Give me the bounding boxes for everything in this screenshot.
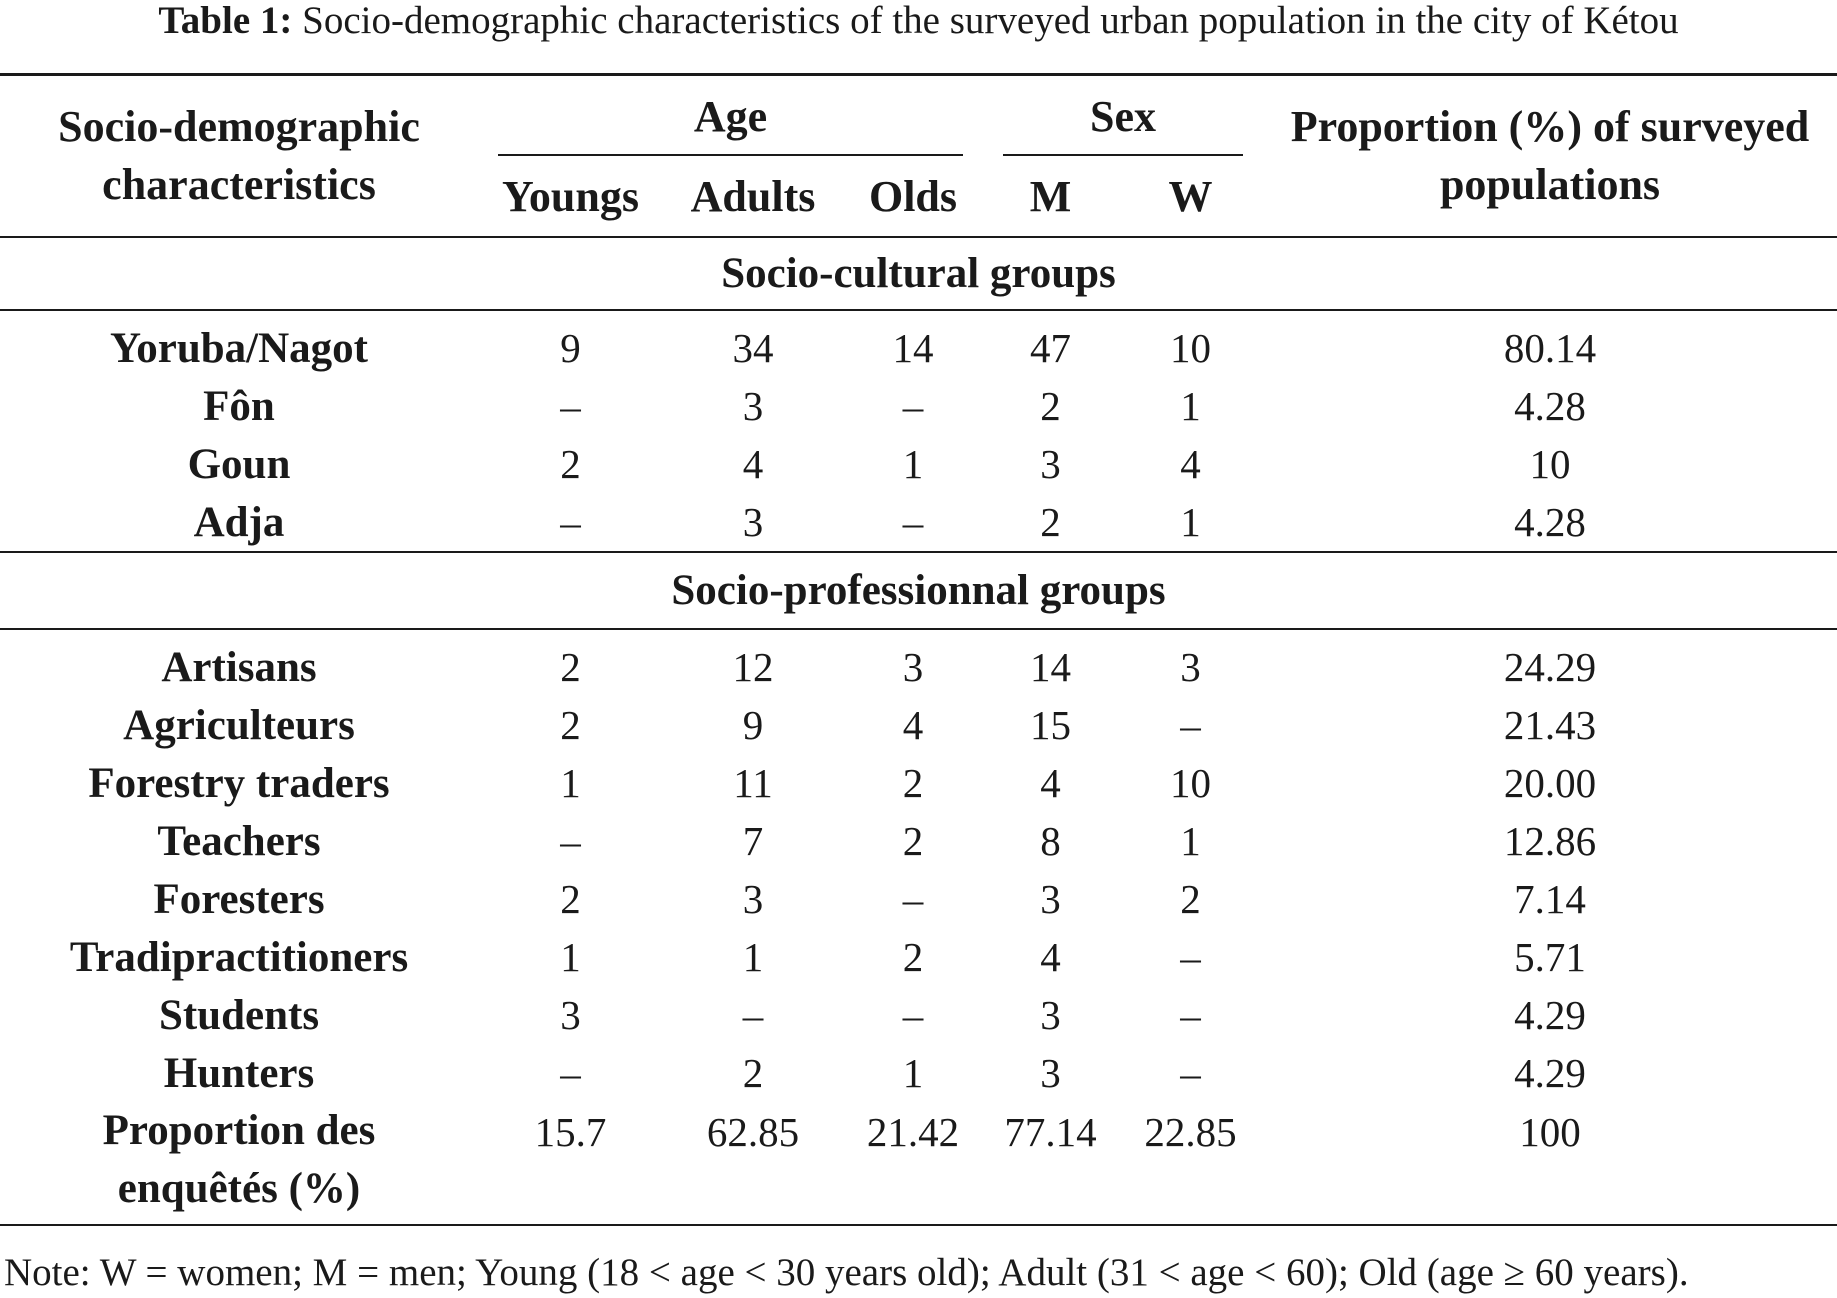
group-header-row	[0, 237, 1837, 310]
cell-olds: 1	[902, 441, 924, 487]
row-label: Teachers	[157, 817, 321, 865]
cell-m: 3	[1040, 992, 1061, 1038]
cell-olds: –	[902, 992, 924, 1038]
cell-w: 4	[1180, 441, 1201, 487]
cell-proportion: 80.14	[1503, 325, 1597, 371]
total-youngs: 15.7	[478, 1102, 663, 1225]
cell-olds: 2	[902, 934, 924, 980]
cell-m: 3	[1040, 441, 1061, 487]
cell-proportion: 21.43	[1503, 702, 1597, 748]
row-label: Tradipractitioners	[69, 933, 409, 981]
cell-m: 3	[1040, 876, 1061, 922]
cell-proportion: 10	[1529, 441, 1571, 487]
cell-adults: 1	[742, 934, 764, 980]
row-label: Hunters	[163, 1049, 315, 1097]
table-row	[0, 986, 1837, 1044]
table-row	[0, 696, 1837, 754]
table-row	[0, 1044, 1837, 1102]
total-olds: 21.42	[843, 1102, 983, 1225]
cell-w: –	[1180, 702, 1201, 748]
socio-demographic-table	[0, 73, 1837, 1226]
row-label: Fôn	[203, 382, 275, 430]
header-age	[478, 75, 983, 157]
header-sex-label: Sex	[1090, 91, 1156, 141]
table-row	[0, 812, 1837, 870]
cell-w: –	[1180, 1050, 1201, 1096]
header-m: M	[983, 156, 1118, 237]
cell-olds: 3	[902, 644, 924, 690]
cell-youngs: –	[560, 818, 581, 864]
total-m: 77.14	[983, 1102, 1118, 1225]
cell-w: 3	[1180, 644, 1201, 690]
table-row	[0, 754, 1837, 812]
table-row	[0, 310, 1837, 377]
table-note: Note: W = women; M = men; Young (18 < age < 30 years old); Adult (31 < age < 60); Old (age ≥ 60 years).	[4, 1251, 1689, 1294]
total-label-line2: enquêtés (%)	[117, 1165, 361, 1212]
cell-adults: 3	[742, 876, 764, 922]
total-row	[0, 1102, 1837, 1225]
cell-m: 4	[1040, 760, 1061, 806]
cell-youngs: 2	[560, 702, 581, 748]
cell-proportion: 4.29	[1514, 1050, 1586, 1096]
cell-proportion: 5.71	[1514, 934, 1586, 980]
cell-youngs: 2	[560, 644, 581, 690]
row-label: Students	[158, 991, 320, 1039]
cell-proportion: 4.28	[1514, 383, 1586, 429]
cell-w: 10	[1170, 325, 1211, 371]
cell-youngs: 1	[560, 760, 581, 806]
table-row	[0, 435, 1837, 493]
cell-m: 2	[1040, 383, 1061, 429]
cell-m: 3	[1040, 1050, 1061, 1096]
cell-m: 8	[1040, 818, 1061, 864]
cell-adults: 34	[732, 325, 774, 371]
cell-w: 2	[1180, 876, 1201, 922]
group-header-row	[0, 552, 1837, 629]
cell-w: 1	[1180, 383, 1201, 429]
cell-olds: –	[902, 876, 924, 922]
header-sex	[983, 75, 1263, 157]
total-proportion: 100	[1263, 1102, 1837, 1225]
cell-m: 47	[1030, 325, 1071, 371]
table-row	[0, 870, 1837, 928]
row-label: Forestry traders	[88, 759, 390, 807]
cell-youngs: 2	[560, 441, 581, 487]
cell-proportion: 4.28	[1514, 499, 1586, 545]
caption-text: Socio-demographic characteristics of the surveyed urban population in the city of Kétou	[302, 0, 1679, 42]
cell-proportion: 20.00	[1503, 760, 1597, 806]
cell-olds: 2	[902, 760, 924, 806]
header-age-label: Age	[693, 91, 768, 141]
cell-youngs: 9	[560, 325, 581, 371]
cell-adults: 12	[732, 644, 774, 690]
total-label-line1: Proportion des	[102, 1107, 376, 1154]
cell-adults: –	[742, 992, 764, 1038]
cell-m: 15	[1030, 702, 1071, 748]
table-row	[0, 493, 1837, 552]
cell-youngs: –	[560, 1050, 581, 1096]
cell-w: 1	[1180, 818, 1201, 864]
cell-proportion: 4.29	[1514, 992, 1586, 1038]
cell-adults: 9	[742, 702, 764, 748]
cell-olds: 2	[902, 818, 924, 864]
cell-olds: 4	[902, 702, 924, 748]
cell-adults: 11	[733, 760, 773, 806]
header-adults: Adults	[663, 156, 843, 237]
cell-proportion: 12.86	[1503, 818, 1597, 864]
cell-w: 10	[1170, 760, 1211, 806]
cell-youngs: –	[560, 499, 581, 545]
row-label: Goun	[187, 440, 291, 488]
cell-olds: –	[902, 499, 924, 545]
table-caption	[0, 0, 1837, 42]
cell-adults: 2	[742, 1050, 764, 1096]
cell-w: 1	[1180, 499, 1201, 545]
row-label: Yoruba/Nagot	[109, 324, 369, 372]
cell-m: 14	[1030, 644, 1071, 690]
row-label: Adja	[193, 498, 285, 546]
caption-label: Table 1:	[158, 0, 293, 42]
cell-olds: 14	[892, 325, 934, 371]
header-proportion: Proportion (%) of surveyed populations	[1263, 75, 1837, 238]
cell-youngs: 3	[560, 992, 581, 1038]
header-row-1	[0, 75, 1837, 157]
cell-youngs: –	[560, 383, 581, 429]
table-row	[0, 928, 1837, 986]
header-youngs: Youngs	[478, 156, 663, 237]
header-characteristics: Socio-demographic characteristics	[0, 75, 478, 238]
row-label: Artisans	[161, 643, 317, 691]
group-title: Socio-cultural groups	[0, 237, 1837, 310]
cell-w: –	[1180, 992, 1201, 1038]
total-adults: 62.85	[663, 1102, 843, 1225]
cell-adults: 7	[742, 818, 764, 864]
table-body	[0, 237, 1837, 1225]
cell-olds: 1	[902, 1050, 924, 1096]
row-label: Agriculteurs	[123, 701, 355, 749]
table-row	[0, 377, 1837, 435]
cell-proportion: 7.14	[1514, 876, 1586, 922]
header-olds: Olds	[843, 156, 983, 237]
cell-m: 4	[1040, 934, 1061, 980]
total-w: 22.85	[1118, 1102, 1263, 1225]
table-row	[0, 629, 1837, 696]
cell-youngs: 2	[560, 876, 581, 922]
cell-olds: –	[902, 383, 924, 429]
cell-youngs: 1	[560, 934, 581, 980]
cell-w: –	[1180, 934, 1201, 980]
row-label: Foresters	[153, 875, 325, 923]
cell-proportion: 24.29	[1503, 644, 1597, 690]
total-label	[0, 1102, 478, 1225]
cell-adults: 3	[742, 383, 764, 429]
group-title: Socio-professionnal groups	[0, 552, 1837, 629]
cell-adults: 4	[742, 441, 764, 487]
cell-m: 2	[1040, 499, 1061, 545]
header-w: W	[1118, 156, 1263, 237]
cell-adults: 3	[742, 499, 764, 545]
